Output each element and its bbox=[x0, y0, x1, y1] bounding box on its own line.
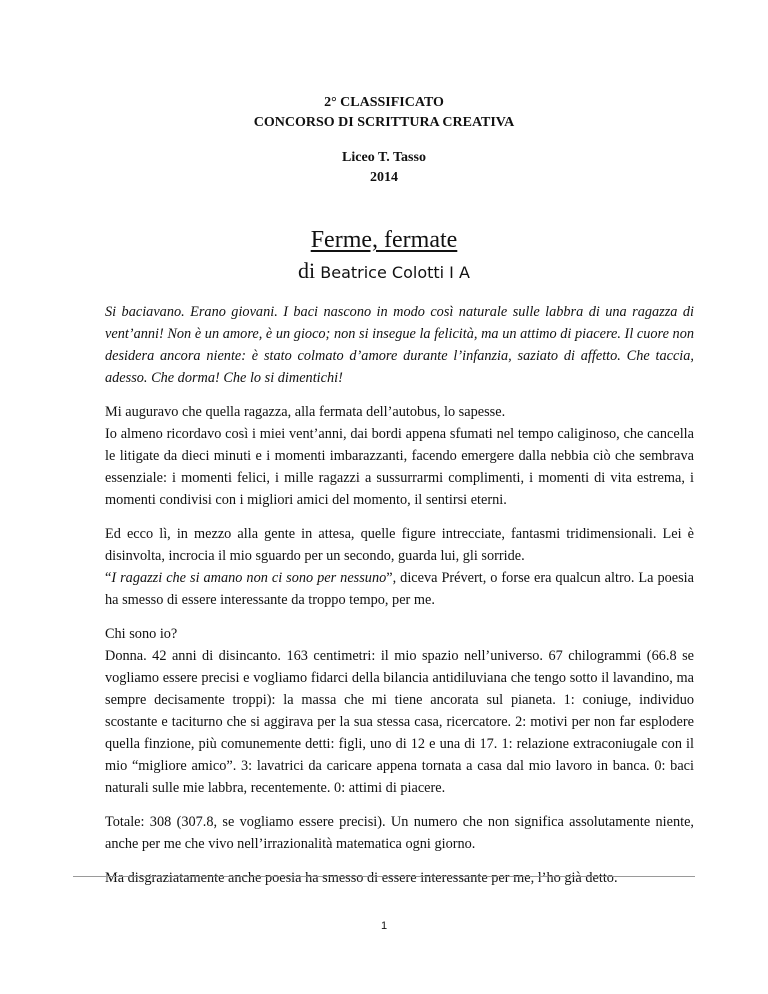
paragraph-memories: Io almeno ricordavo così i miei vent’anni, dai bordi appena sfumati nel tempo caliginoso, che cancella le litigate da dieci minuti e i momenti imbarazzanti, facendo emergere dalla nebbia ciò che sembrava essenziale: i momenti felici, i mille ragazzi a sussurrarmi complimenti, i momenti di vita estrema, i momenti condivisi con i migliori amici del momento, il sentirsi eterni. bbox=[105, 426, 694, 508]
paragraph-inventory: Donna. 42 anni di disincanto. 163 centimetri: il mio spazio nell’universo. 67 chilogrammi (66.8 se vogliamo essere precisi e vogliamo fidarci della bilancia antidiluviana che tengo sotto il lavandino, ma sempre decisamente troppi): la massa che mi tiene ancorata sul pianeta. 1: coniuge, individuo scostante e taciturno che si aggirava per la sua stessa casa, ricercatore. 2: motivi per non far esplodere quella finzione, più comunemente detti: figli, uno di 12 e una di 17. 1: relazione extraconiugale con il mio “migliore amico”. 3: lavatrici da caricare appena tornata a casa dal mio lavoro in banca. 0: baci naturali sulle mie labbra, recentemente. 0: attimi di piacere. bbox=[105, 648, 694, 796]
footer-divider bbox=[73, 876, 695, 877]
contest-header bbox=[0, 93, 768, 133]
paragraph-bus-stop: Ed ecco lì, in mezzo alla gente in attesa, quelle figure intrecciate, fantasmi tridimensionali. Lei è disinvolta, incrocia il mio sguardo per un secondo, guarda lui, gli sorride. bbox=[105, 526, 694, 564]
paragraph-line: Mi auguravo che quella ragazza, alla fermata dell’autobus, lo sapesse. bbox=[105, 404, 506, 420]
page-number: 1 bbox=[380, 920, 388, 932]
school-name: Liceo T. Tasso bbox=[342, 150, 426, 165]
school-header bbox=[0, 148, 768, 188]
story-author bbox=[0, 259, 768, 285]
author-name: Beatrice Colotti I A bbox=[315, 263, 470, 282]
paragraph-total: Totale: 308 (307.8, se vogliamo essere precisi). Un numero che non significa assolutamente niente, anche per me che vivo nell’irrazionalità matematica ogni giorno. bbox=[105, 814, 694, 852]
contest-name: CONCORSO DI SCRITTURA CREATIVA bbox=[253, 115, 515, 130]
story-body bbox=[105, 301, 694, 901]
paragraph-prevert bbox=[105, 567, 694, 611]
quote-rest: ”, diceva Prévert, o forse era qualcun altro. La poesia ha smesso di essere interessante da troppo tempo, per me. bbox=[105, 570, 694, 608]
placement-label: 2° CLASSIFICATO bbox=[324, 95, 444, 110]
quote-open: “ bbox=[105, 570, 112, 586]
paragraph-closing: Ma disgraziatamente anche poesia ha smesso di essere interessante per me, l’ho già detto. bbox=[105, 870, 618, 886]
paragraph-question: Chi sono io? bbox=[105, 626, 178, 642]
contest-year: 2014 bbox=[370, 170, 398, 185]
author-prefix: di bbox=[298, 258, 316, 283]
paragraph-intro: Si baciavano. Erano giovani. I baci nascono in modo così naturale sulle labbra di una ragazza di vent’anni! Non è un amore, è un gioco; non si insegue la felicità, ma un attimo di piacere. Il cuore non desidera ancora niente: è stato colmato d’amore durante l’infanzia, saziato di affetto. Che taccia, adesso. Che dorma! Che lo si dimentichi! bbox=[105, 304, 694, 386]
prevert-quote: I ragazzi che si amano non ci sono per nessuno bbox=[111, 570, 387, 586]
story-title: Ferme, fermate bbox=[310, 227, 458, 253]
